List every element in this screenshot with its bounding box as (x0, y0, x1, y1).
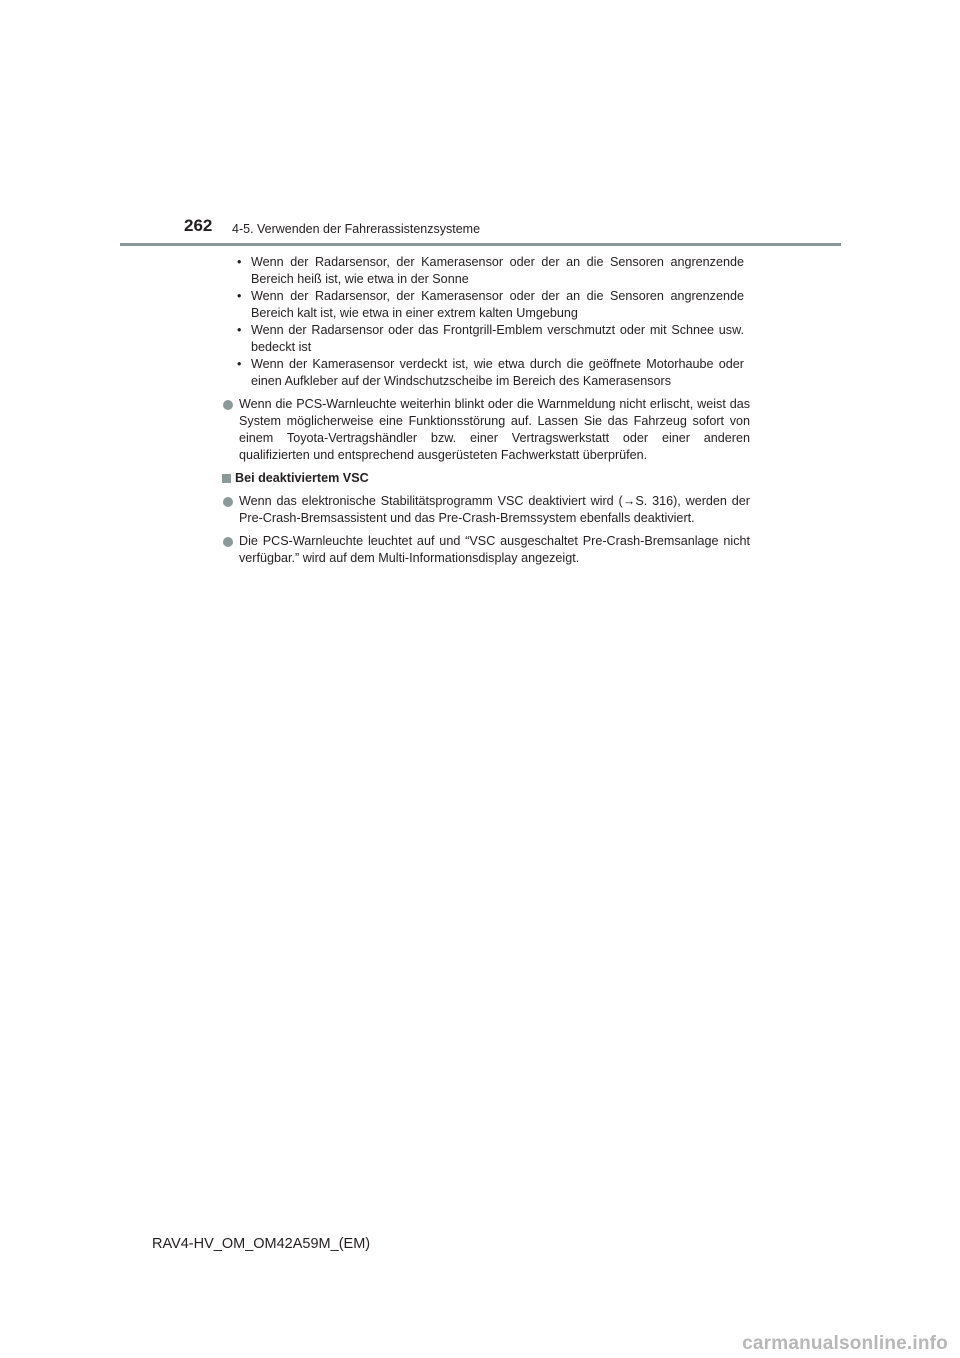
section-heading-vsc (222, 470, 750, 487)
list-item-text: Wenn der Kamerasensor verdeckt ist, wie etwa durch die geöffnete Motorhaube oder einen Aufkleber auf der Windschutzscheibe im Bereich des Kamerasensors (251, 357, 744, 388)
dot-paragraph-vsc-warning (222, 533, 750, 567)
list-item (222, 356, 750, 390)
page-number: 262 (184, 216, 213, 235)
list-item-text: Wenn der Radarsensor, der Kamerasensor oder der an die Sensoren angrenzende Bereich kalt ist, wie etwa in einer extrem kalten Umgebung (251, 289, 744, 320)
condition-list (222, 254, 750, 390)
paragraph-text: Die PCS-Warnleuchte leuchtet auf und “VSC ausgeschaltet Pre-Crash-Bremsanlage nicht verfügbar.” wird auf dem Multi-Informationsdisplay angezeigt. (239, 534, 750, 565)
watermark: carmanualsonline.info (742, 1333, 948, 1354)
section-heading-text: Bei deaktiviertem VSC (235, 471, 369, 485)
section-title: 4-5. Verwenden der Fahrerassistenzsysteme (232, 222, 481, 236)
square-bullet-icon (222, 474, 231, 483)
dot-paragraph-pcs-blink (222, 396, 750, 464)
bullet-icon: • (237, 289, 242, 303)
dot-bullet-icon (223, 497, 233, 507)
header-divider (120, 243, 841, 246)
list-item-text: Wenn der Radarsensor oder das Frontgrill-Emblem verschmutzt oder mit Schnee usw. bedeckt ist (251, 323, 744, 354)
bullet-icon: • (237, 357, 242, 371)
document-code: RAV4-HV_OM_OM42A59M_(EM) (152, 1236, 371, 1252)
dot-bullet-icon (223, 537, 233, 547)
paragraph-text: Wenn das elektronische Stabilitätsprogramm VSC deaktiviert wird (→S. 316), werden der Pre-Crash-Bremsassistent und das Pre-Crash-Bremssystem ebenfalls deaktiviert. (239, 494, 750, 525)
list-item (222, 254, 750, 288)
dot-paragraph-vsc-disabled (222, 493, 750, 527)
list-item (222, 322, 750, 356)
list-item (222, 288, 750, 322)
paragraph-text: Wenn die PCS-Warnleuchte weiterhin blinkt oder die Warnmeldung nicht erlischt, weist das System möglicherweise eine Funktionsstörung auf. Lassen Sie das Fahrzeug sofort von einem Toyota-Vertragshändler bzw. einer Vertragswerkstatt oder einer anderen qualifizierten und entsprechend ausgerüsteten Fachwerkstatt überprüfen. (239, 397, 750, 462)
list-item-text: Wenn der Radarsensor, der Kamerasensor oder der an die Sensoren angrenzende Bereich heiß ist, wie etwa in der Sonne (251, 255, 744, 286)
dot-bullet-icon (223, 400, 233, 410)
bullet-icon: • (237, 323, 242, 337)
bullet-icon: • (237, 255, 242, 269)
page-content (222, 254, 750, 573)
